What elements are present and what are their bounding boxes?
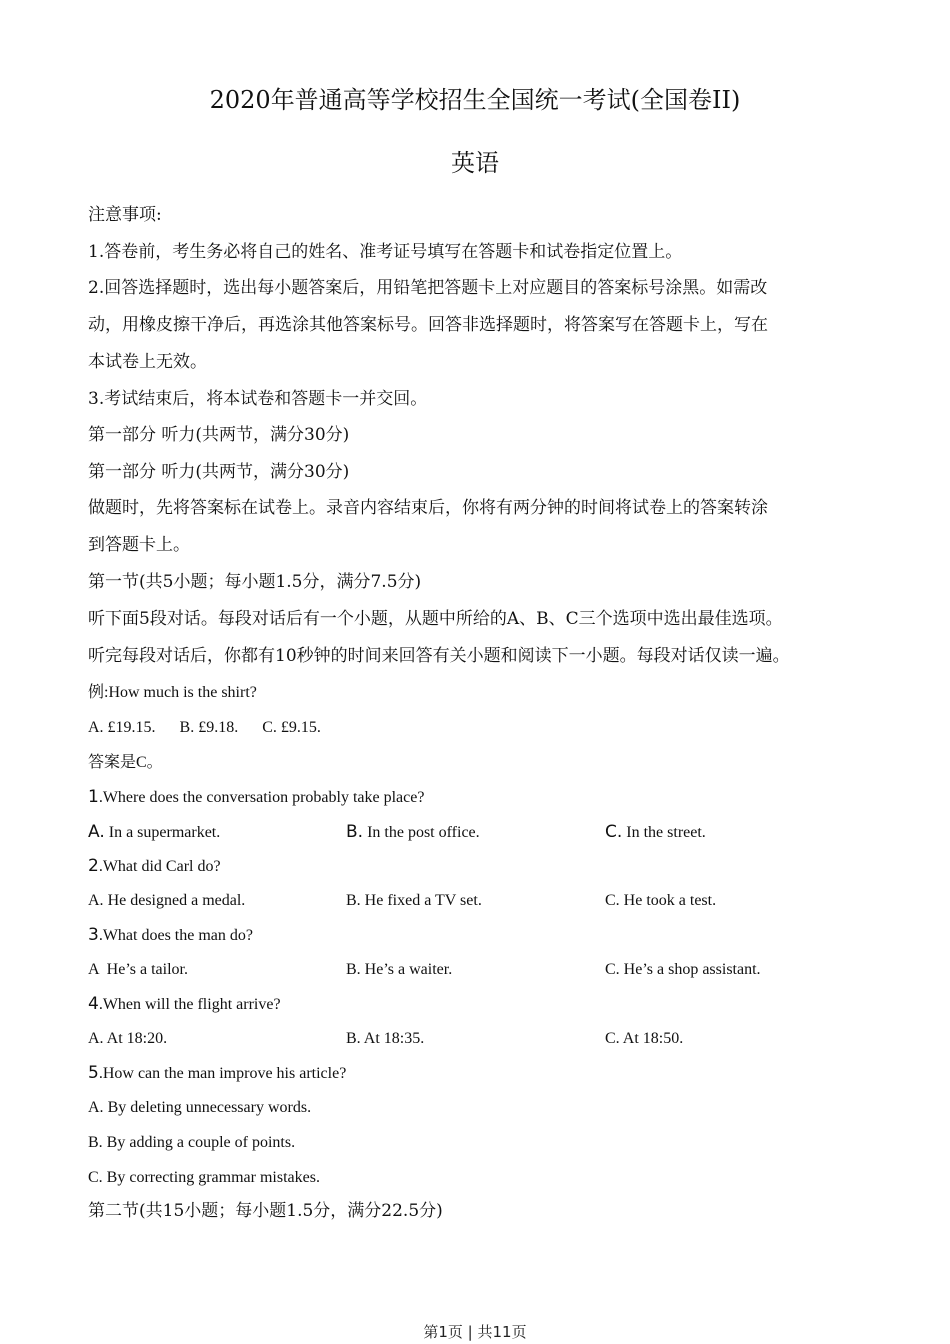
q5-option-a: A. By deleting unnecessary words. — [88, 1099, 312, 1116]
question-number: 4 — [88, 994, 99, 1014]
question-text: .What does the man do? — [98, 927, 253, 944]
question-5 — [88, 1061, 346, 1086]
question-text: .How can the man improve his article? — [98, 1065, 347, 1082]
part1-heading: 第一部分 听力(共两节，满分30分) — [88, 425, 350, 445]
question-text: .Where does the conversation probably take place? — [98, 789, 425, 806]
note-item-2-cont: 动，用橡皮擦干净后，再选涂其他答案标号。回答非选择题时，将答案写在答题卡上，写在 — [88, 315, 768, 335]
section1-instructions-2: 听完每段对话后，你都有10秒钟的时间来回答有关小题和阅读下一小题。每段对话仅读一遍。 — [88, 646, 790, 666]
note-item-1: 1.答卷前，考生务必将自己的姓名、准考证号填写在答题卡和试卷指定位置上。 — [88, 242, 683, 262]
question-text: .What did Carl do? — [98, 858, 221, 875]
q1-option-b: B. In the post office. — [346, 822, 480, 842]
section1-heading: 第一节(共5小题；每小题1.5分，满分7.5分) — [88, 572, 422, 592]
q4-option-c: C. At 18:50. — [605, 1030, 684, 1047]
q5-option-c: C. By correcting grammar mistakes. — [88, 1169, 320, 1186]
q4-option-b: B. At 18:35. — [346, 1030, 425, 1047]
section1-instructions-1: 听下面5段对话。每段对话后有一个小题，从题中所给的A、B、C三个选项中选出最佳选项。 — [88, 609, 783, 629]
part1-heading-repeat: 第一部分 听力(共两节，满分30分) — [88, 462, 350, 482]
part1-instructions-1: 做题时，先将答案标在试卷上。录音内容结束后，你将有两分钟的时间将试卷上的答案转涂 — [88, 498, 768, 518]
example-question: 例:How much is the shirt? — [88, 684, 257, 701]
q3-option-a: A He’s a tailor. — [88, 961, 188, 978]
page-footer: 第1页 | 共11页 — [423, 1323, 527, 1341]
q3-option-b: B. He’s a waiter. — [346, 961, 453, 978]
question-1 — [88, 785, 424, 810]
question-number: 1 — [88, 787, 99, 807]
question-text: .When will the flight arrive? — [98, 996, 281, 1013]
exam-subject: 英语 — [451, 149, 499, 177]
example-options: A. £19.15. B. £9.18. C. £9.15. — [88, 719, 321, 736]
q4-option-a: A. At 18:20. — [88, 1030, 168, 1047]
q3-option-c: C. He’s a shop assistant. — [605, 961, 761, 978]
notes-heading: 注意事项: — [88, 205, 162, 225]
q2-option-b: B. He fixed a TV set. — [346, 892, 482, 909]
q5-option-b: B. By adding a couple of points. — [88, 1134, 296, 1151]
question-2 — [88, 854, 221, 879]
q1-option-c: C. In the street. — [605, 822, 706, 842]
q1-option-a: A. In a supermarket. — [88, 822, 221, 842]
exam-title: 2020年普通高等学校招生全国统一考试(全国卷II) — [209, 86, 741, 114]
note-item-2: 2.回答选择题时，选出每小题答案后，用铅笔把答题卡上对应题目的答案标号涂黑。如需改 — [88, 278, 768, 298]
question-4 — [88, 992, 281, 1017]
q2-option-c: C. He took a test. — [605, 892, 717, 909]
part1-instructions-2: 到答题卡上。 — [88, 535, 190, 555]
example-answer: 答案是C。 — [88, 754, 163, 771]
question-number: 5 — [88, 1063, 99, 1083]
note-item-2-cont2: 本试卷上无效。 — [88, 352, 207, 372]
note-item-3: 3.考试结束后，将本试卷和答题卡一并交回。 — [88, 389, 428, 409]
question-number: 3 — [88, 925, 99, 945]
section2-heading: 第二节(共15小题；每小题1.5分，满分22.5分) — [88, 1201, 443, 1221]
q2-option-a: A. He designed a medal. — [88, 892, 246, 909]
question-3 — [88, 923, 253, 948]
question-number: 2 — [88, 856, 99, 876]
